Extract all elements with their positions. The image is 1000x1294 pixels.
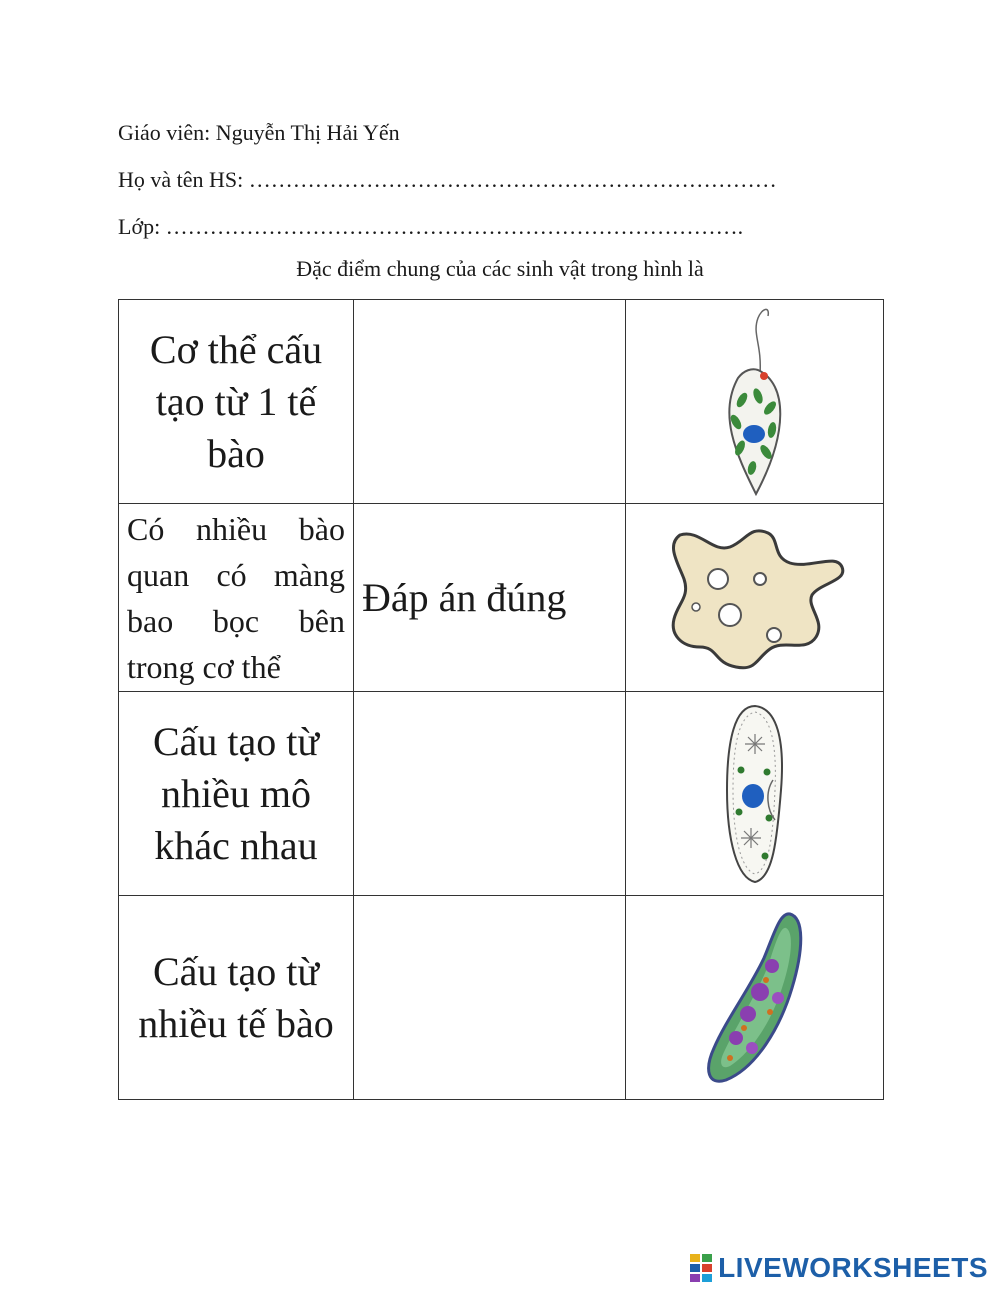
table-row (119, 692, 884, 896)
table-row (119, 300, 884, 504)
teacher-name: Giáo viên: Nguyễn Thị Hải Yến (118, 120, 400, 145)
option-cell (119, 692, 354, 896)
cell-organism-image (700, 908, 810, 1088)
option-text: Có nhiều bào quan có màng bao bọc bên trong cơ thể (127, 510, 345, 685)
logo-text: LIVEWORKSHEETS (718, 1252, 988, 1283)
image-cell (626, 504, 884, 692)
worksheet-table (118, 299, 884, 1100)
option-cell (119, 300, 354, 504)
liveworksheets-logo[interactable] (690, 1248, 988, 1288)
question-text: Đặc điểm chung của các sinh vật trong hình là (296, 256, 704, 281)
image-cell (626, 692, 884, 896)
amoeba-image (660, 523, 850, 673)
liveworksheets-logo-icon (690, 1254, 712, 1282)
class-line: Lớp: ……………………………………………………………………. (118, 214, 744, 239)
table-row (119, 504, 884, 692)
image-cell (626, 896, 884, 1100)
option-text: Cơ thể cấu tạo từ 1 tế bào (149, 326, 323, 476)
answer-box[interactable] (354, 896, 626, 1100)
option-cell (119, 896, 354, 1100)
option-text: Cấu tạo từ nhiều tế bào (138, 948, 334, 1046)
answer-box[interactable] (354, 692, 626, 896)
paramecium-image (715, 700, 795, 888)
option-text: Cấu tạo từ nhiều mô khác nhau (152, 718, 320, 868)
euglena-image (700, 304, 810, 500)
student-name-line: Họ và tên HS: ……………………………………………………………… (118, 167, 777, 192)
option-cell (119, 504, 354, 692)
image-cell (626, 300, 884, 504)
answer-text: Đáp án đúng (362, 575, 567, 620)
table-row (119, 896, 884, 1100)
answer-box[interactable] (354, 504, 626, 692)
answer-box[interactable] (354, 300, 626, 504)
